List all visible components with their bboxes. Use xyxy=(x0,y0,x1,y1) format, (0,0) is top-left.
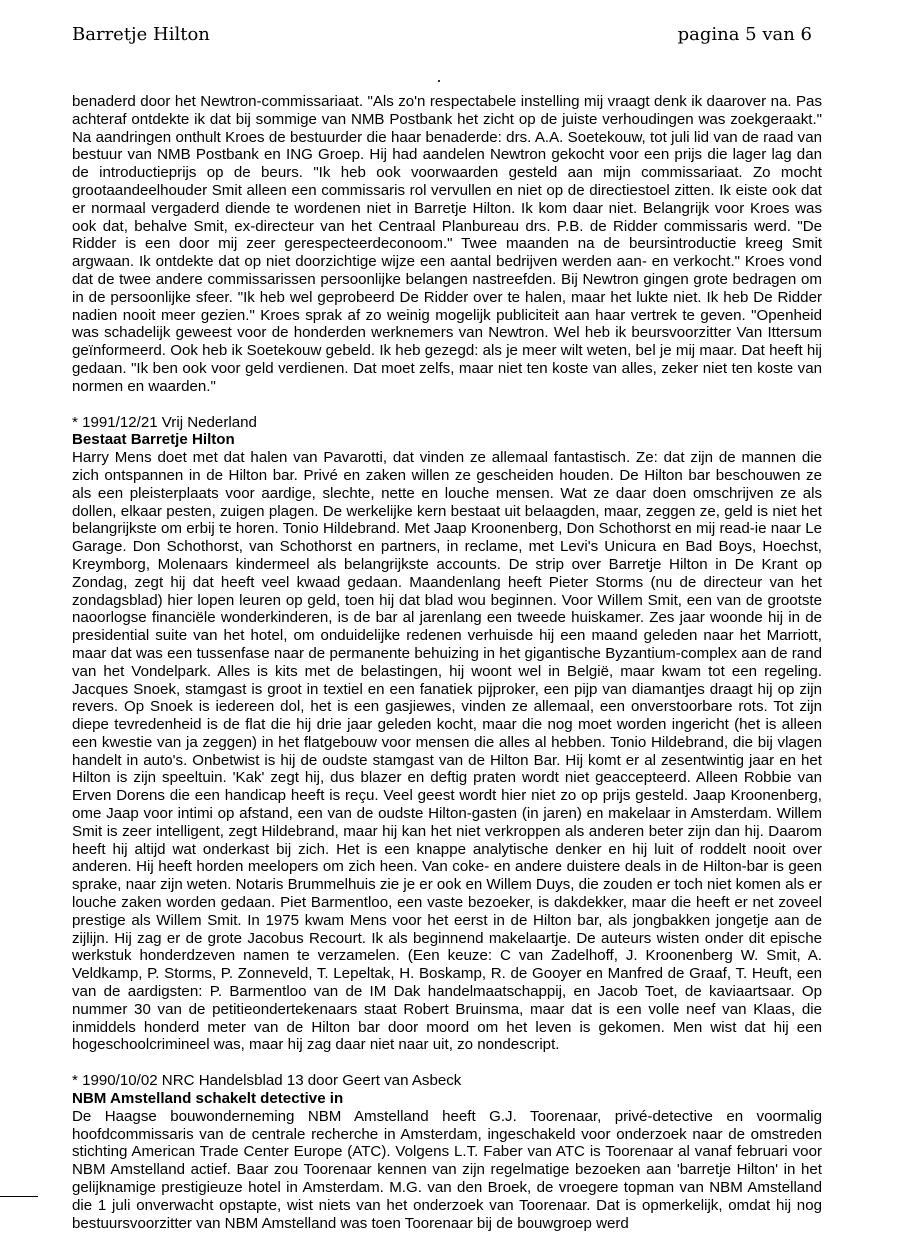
scan-speck xyxy=(438,80,440,82)
article-headline: NBM Amstelland schakelt detective in xyxy=(72,1090,344,1108)
continuation-paragraph: benaderd door het Newtron-commissariaat. "Als zo'n respectabele instelling mij vraagt denk ik daarover na. Pas achteraf ontdekte ik dat bij sommige van NMB Postbank het zicht op de juiste verhoudingen was zoekgeraakt." Na aandringen onthult Kroes de bestuurder die haar benaderde: drs. A.A. Soetekouw, tot juli lid van de raad van bestuur van NMB Postbank en ING Groep. Hij had aandelen Newtron gekocht voor een prijs die lager lag dan de introductieprijs op de beurs. "Ik heb ook voorwaarden gesteld aan mijn commissariaat. Zo mocht grootaandeelhouder Smit alleen een commissaris rol vervullen en niet op de directiestoel zitten. Ik eiste ook dat er normaal vergaderd diende te wordenen niet in Barretje Hilton. Ik kom daar niet. Belangrijk voor Kroes was ook dat, behalve Smit, ex-directeur van het Centraal Planbureau drs. P.B. de Ridder commissaris werd. "De Ridder is een door mij zeer gerespecteerdeconoom." Twee maanden na de beursintroductie kreeg Smit argwaan. Ik ontdekte dat op niet doorzichtige wijze een aantal bedrijven werden aan- en verkocht." Kroes vond dat de twee andere commissarissen persoonlijke belangen nastreefden. Bij Newtron gingen grote bedragen om in de persoonlijke sfeer. "Ik heb wel geprobeerd De Ridder over te halen, maar het lukte niet. Ik heb De Ridder nadien nooit meer gezien." Kroes sprak af zo weinig mogelijk publiciteit aan haar vertrek te geven. "Openheid was schadelijk geweest voor de honderden werknemers van Newtron. Wel heb ik beursvoorzitter Van Ittersum geïnformeerd. Ook heb ik Soetekouw gebeld. Ik heb gezegd: als je meer wilt weten, bel je mij maar. Dat heeft hij gedaan. "Ik ben ook voor geld verdienen. Dat moet zelfs, maar niet ten koste van alles, zeker niet ten koste van normen en waarden." xyxy=(72,93,822,395)
document-body xyxy=(72,93,822,1232)
section-spacer xyxy=(72,1054,822,1072)
article-nrc-handelsblad xyxy=(72,1072,822,1232)
article-text: Harry Mens doet met dat halen van Pavarotti, dat vinden ze allemaal fantastisch. Ze: dat zijn de mannen die zich ontspannen in de Hilton bar. Privé en zaken willen ze gescheiden houden. De Hilton bar beschouwen ze als een pleisterplaats voor aardige, slechte, nette en louche mensen. Wat ze daar doen omschrijven ze als dollen, elkaar pesten, zuigen plagen. De werkelijke kern bestaat uit belaagden, maar, zeggen ze, geld is niet het belangrijkste om erbij te horen. Tonio Hildebrand. Met Jaap Kroonenberg, Don Schothorst en mij read-ie naar Le Garage. Don Schothorst, van Schothorst en partners, in reclame, met Levi's Unicura en Bad Boys, Hoechst, Kreymborg, Molenaars kindermeel als belangrijkste accounts. De strip over Barretje Hilton in De Krant op Zondag, zegt hij dat heeft veel kwaad gedaan. Maandenlang heeft Pieter Storms (nu de directeur van het zondagsblad) hier lopen leuren op geld, toen hij dat blad wou beginnen. Voor Willem Smit, een van de grootste naoorlogse financiële wonderkinderen, is de bar al jarenlang een tweede huiskamer. Zes jaar woonde hij in de presidential suite van het hotel, om onduidelijke redenen verhuisde hij een maand geleden naar het Marriott, maar dat was een tussenfase naar de permanente behuizing in het gigantische Byzantium-complex aan de rand van het Vondelpark. Alles is kits met de belastingen, hij woont wel in België, maar kwam tot een regeling. Jacques Snoek, stamgast is groot in textiel en een fanatiek pijproker, een pijp van diamantjes draagt hij op zijn revers. Op Snoek is iedereen dol, het is een gasjiewes, vinden ze allemaal, een onverstoorbare rots. Tot zijn diepe tevredenheid is de flat die hij drie jaar geleden kocht, maar die nog moet worden ingericht (het is alleen een kwestie van ja zeggen) in het flatgebouw voor mensen die alles al hebben. Tonio Hildebrand, die bij vlagen handelt in auto's. Onbetwist is hij de oudste stamgast van de Hilton Bar. Hij komt er al zesentwintig jaar en het Hilton is zijn speeltuin. 'Kak' zegt hij, dus blazer en deftig praten wordt niet geaccepteerd. Alleen Robbie van Erven Dorens die een handicap heeft is reçu. Veel geest wordt hier niet zo op prijs gesteld. Jaap Kroonenberg, ome Jaap voor intimi op afstand, een van de oudste Hilton-gasten (in jaren) en makelaar in Amsterdam. Willem Smit is zeer intelligent, zegt Hildebrand, maar hij kan het niet verkroppen als anderen beter zijn dan hij. Daarom heeft hij altijd wat onderkast bij zich. Het is een knappe analytische denker en hij luit of roddelt nooit over anderen. Hij heeft horden meelopers om zich heen. Van coke- en andere duistere deals in de Hilton-bar is geen sprake, naar zijn weten. Notaris Brummelhuis zie je er ook en Willem Duys, die zouden er toch niet komen als er louche zaken worden gedaan. Piet Barmentloo, een vaste bezoeker, is dakdekker, maar die heeft er net zoveel prestige als Willem Smit. In 1975 kwam Mens voor het eerst in de Hilton bar, als jongbakken jongetje aan de zijlijn. Hij zag er de grote Jacobus Recourt. Ik als beginnend makelaartje. De auteurs wisten onder dit epische werkstuk honderdzeven namen te verzamelen. (Een keuze: C van Zadelhoff, J. Kroonenberg W. Smit, A. Veldkamp, P. Storms, P. Zonneveld, T. Lepeltak, H. Boskamp, R. de Gooyer en Manfred de Graaf, T. Heuft, een van de aardigsten: P. Barmentloo van de IM Dak handelmaatschappij, en Jacob Toet, de kaviaartsaar. Op nummer 30 van de petitieondertekenaars staat Robert Bruinsma, maar dat is een volle neef van Klaas, die inmiddels honderd meter van de Hilton bar door moord om het leven is gekomen. Men wist dat hij een hogeschoolcrimineel was, maar hij zag daar niet naar uit, zo nondescript. xyxy=(72,449,822,1054)
section-spacer xyxy=(72,396,822,414)
margin-rule xyxy=(0,1196,38,1197)
article-headline: Bestaat Barretje Hilton xyxy=(72,431,235,449)
page-indicator: pagina 5 van 6 xyxy=(677,24,812,45)
article-meta: * 1991/12/21 Vrij Nederland xyxy=(72,413,257,431)
document-title: Barretje Hilton xyxy=(72,24,210,45)
article-vrij-nederland xyxy=(72,414,822,1055)
article-meta: * 1990/10/02 NRC Handelsblad 13 door Geert van Asbeck xyxy=(72,1072,462,1090)
article-text: De Haagse bouwonderneming NBM Amstelland heeft G.J. Toorenaar, privé-detective en voormalig hoofdcommissaris van de centrale recherche in Amsterdam, ingeschakeld voor onderzoek naar de omstreden stichting American Trade Center Europe (ATC). Volgens L.T. Faber van ATC is Toorenaar al vanaf februari voor NBM Amstelland actief. Baar zou Toorenaar kennen van zijn regelmatige bezoeken aan 'barretje Hilton' in het gelijknamige prestigieuze hotel in Amsterdam. M.G. van den Broek, de vroegere topman van NBM Amstelland die 1 juli onverwacht opstapte, wist niets van het onderzoek van Toorenaar. Dat is opmerkelijk, omdat hij nog bestuursvoorzitter van NBM Amstelland was toen Toorenaar bij de bouwgroep werd xyxy=(72,1107,822,1232)
